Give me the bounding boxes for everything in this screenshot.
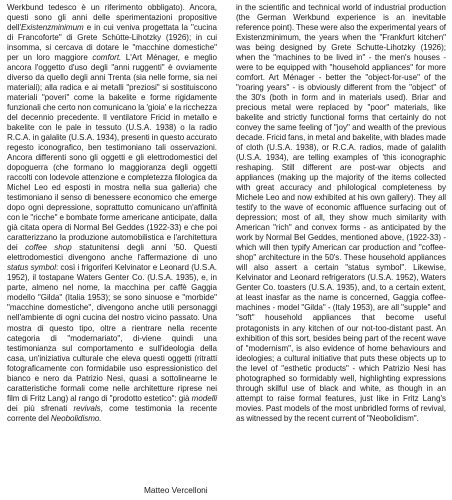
italic-text-span: revivals: [73, 403, 101, 413]
text-span: in the scientific and technical world of industrial production (the German Werkbund experience is an inevitable reference point). These were also the experimental years of Existenzminimum, the years when the "Frankfurt kitchen" was being designed by Grete Schutte-Lihotzky (1926); when the "machines to be lived in" - the men's houses - were to be equipped with "household appliances" for more comfort. Art Ménager - better the "object-for-use" of the "roaring years" - is obviously different from the "object" of the 30's (both in form and in materials used). Briar and precious metal were replaced by "poor" materials, like bakelite and strictly functional forms that certainly do not convey the same feeling of "joy" and wealth of the previous decade. Fricid fans, in metal and bakelite, with blades made of cloth (U.S.A. 1938), or R.C.A. radios, made of galalith (U.S.A. 1934), are telling examples of 'this iconographic reshaping. Still different are post-war objects and appliances (making up the majority of the items collected with great accuracy and philological completeness by Michele Leo and now exhibited at his own gallery). They all testify to the wave of economic affluence surfacing out of depression; most of all, they show much similarity with American "rich" and convex forms - as anticipated by the work by Normal Bel Geddes, mentioned above, (1922-33) - which will then typify American car production and "coffee-shop" architecture in the 50's. These household appliances will also assert a certain "status symbol". Likewise, Kelvinator and Leonard refrigerators (U.S.A. 1952), Waters Genter Co. toasters (U.S.A. 1935), and, to a certain extent, at least inasfar as the name is concerned, Gaggia coffee-machines - model "Gilda" - (Italy 1953), are all "supple" and "soft" household appliances that become useful protagonists in any kitchen of our not-too-distant past. An exhibition of this sort, besides being part of the recent wave of "modernism", is also evidence of home behaviours and ideologies; a cultural initiative that puts these objects up to the level of "esthetic products" - which Patrizio Nesi has photographed so formidably well, highlighting expressions through skilful use of black and white, as though in an attempt to raise formal features, just like in Fritz Lang's movies. Past models of the most unbridled forms of revival, as witnessed by the recent current of "Neobolidism".: [236, 3, 446, 423]
italic-text-span: Neobolidismo.: [50, 413, 102, 423]
italic-text-span: comfort.: [92, 53, 122, 63]
italic-text-span: coffee shop: [25, 243, 72, 253]
italic-text-span: status symbol: [7, 263, 57, 273]
text-span: dei più sfrenati: [7, 403, 74, 413]
italic-text-span: modelli: [191, 393, 217, 403]
two-column-layout: [7, 3, 446, 424]
italian-text-column: [7, 3, 217, 424]
author-signature: Matteo Vercelloni: [144, 485, 208, 495]
text-span: e in cui veniva progettata la "cucina di Francoforte" di Grete Schütte-Lihotzky (1926); in cui insomma, si cercava di dotare le "macchine domestiche" per un loro maggiore: [7, 23, 217, 63]
text-span: : così i frigoriferi Kelvinator e Leonard (U.S.A. 1952), il tostapane Waters Genter Co. (U.S.A. 1935), e, in parte, almeno nel nome, la macchina per caffè Gaggia modello "Gilda" (Italia 1953); se sono sinuose e "morbide" "macchine domestiche", divengono anche utili personaggi nell'ambiente di ogni cucina del nostro vicino passato. Una mostra di questo tipo, oltre a rientrare nella recente categoria di "modernariato", di-viene quindi una testimonianza sul comportamento e sull'ideologia della casa, un'iniziativa culturale che eleva questi oggetti (ritratti fotograficamente con formidabile uso espressionistico del bianco e nero da Patrizio Nesi, quasi a sottolinearne le caratteristiche formali come nelle architetture riprese nei film di Fritz Lang) al rango di "prodotto estetico": già: [7, 263, 218, 403]
text-span: , come testimonia la recente corrente del: [7, 403, 218, 423]
italian-paragraph: [7, 3, 217, 424]
english-paragraph: [236, 3, 446, 424]
text-span: statunitensi degli anni '50. Questi elettrodomestici divengono anche l'affermazione di uno: [7, 243, 217, 263]
text-span: L'Art Ménager, e meglio ancora l'oggetto d'uso degli "anni ruggenti" è ovviamente diverso da quello degli anni Trenta (sia nelle forme, sia nei materiali); alla radica e ai metalli "preziosi" si sostituiscono materiali "poveri" come la bakelite e forme rigidamente funzionali che certo non comunicano la 'gioia' e la ricchezza del decennio precedente. Il ventilatore Fricid in metallo e bakelite con le pale in tessuto (U.S.A. 1938) o la radio R.C.A. in galalite (U.S.A. 1934), presenti in questo accurato regesto iconografico, ben testimoniano tali osservazioni. Ancora differenti sono gli oggetti e gli elettrodomestici del dopoguerra (che formano lo maggioranza degli oggetti raccolti con lodevole attenzione e completezza filologica da Michel Leo ed esposti in mostra nella sua galleria) che testimoniano il senso di benessere economico che emerge dopo ogni depressione, soprattutto comunicano un'affinità con le "ricche" e bombate forme americane anticipate, dalla già citata opera di Normal Bel Geddes (1922-33) e che poi caratterizzano la produzione automobilistica e l'architettura dei: [7, 53, 217, 253]
text-span: Werkbund tedesco è un riferimento obbligato). Ancora, questi sono gli anni delle sperimentazioni propositive dell': [7, 3, 217, 33]
english-text-column: [236, 3, 446, 424]
italic-text-span: Existenzminimum: [20, 23, 84, 33]
